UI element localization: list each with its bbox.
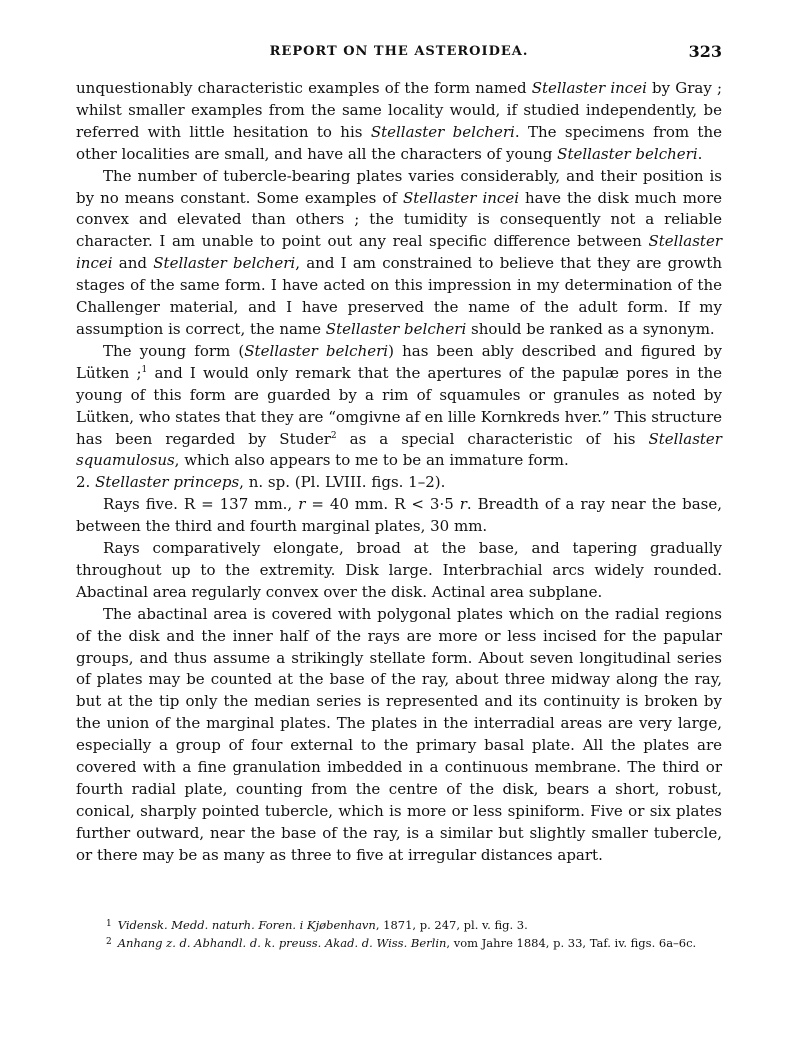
footnote-ref-1[interactable]: 1 <box>141 364 148 375</box>
paragraph-tubercle-plates: The number of tubercle-bearing plates varies considerably, and their position is by no means constant. Some examples of Stellaster incei have the disk much more convex and elevated than others ; the tumidity is consequently not a reliable character. I am unable to point out any real specific difference between Stellaster incei and Stellaster belcheri, and I am constrained to believe that they are growth stages of the same form. I have acted on this impression in my determination of the Challenger material, and I have preserved the name of the adult form. If my assumption is correct, the name Stellaster belcheri should be ranked as a synonym. <box>76 166 723 338</box>
paragraph-abactinal: The abactinal area is covered with polygonal plates which on the radial regions of the disk and the inner half of the rays are more or less incised for the papular groups, and thus assume a strikingly stellate form. About seven longitudinal series of plates may be counted at the base of the ray, about three midway along the ray, but at the tip only the median series is represented and its continuity is broken by the union of the marginal plates. The plates in the interradial areas are very large, especially a group of four external to the primary basal plate. All the plates are covered with a fine granulation imbedded in a continuous membrane. The third or fourth radial plate, counting from the centre of the disk, bears a short, robust, conical, sharply pointed tubercle, which is more or less spiniform. Five or six plates further outward, near the base of the ray, is a similar but slightly smaller tubercle, or there may be as many as three to five at irregular distances apart. <box>76 604 722 864</box>
paragraph-measurements: Rays five. R = 137 mm., r = 40 mm. R < 3·5 r. Breadth of a ray near the base, between the third and fourth marginal plates, 30 mm. <box>76 495 723 536</box>
page-number: 323 <box>688 42 722 61</box>
footnote-ref-2[interactable]: 2 <box>330 430 337 441</box>
running-title: REPORT ON THE ASTEROIDEA. <box>269 44 529 59</box>
species-heading: 2. Stellaster princeps, n. sp. (Pl. LVIII. figs. 1–2). <box>76 473 446 492</box>
paragraph-young-form: The young form (Stellaster belcheri) has been ably described and figured by Lütken ;$^1$ and I would only remark that the apertures of the papulæ pores in the young of this form are guarded by a rim of squamules or granules as noted by Lütken, who states that they are “omgivne af en lille Kornkreds hver.” This structure has been regarded by Studer$^2$ as a special characteristic of his Stellaster squamulosus, which also appears to me to be an immature form. <box>76 341 722 470</box>
paragraph-rays: Rays comparatively elongate, broad at the base, and tapering gradually throughout up to the extremity. Disk large. Interbrachial arcs widely rounded. Abactinal area regularly convex over the disk. Actinal area subplane. <box>76 539 722 601</box>
paragraph-continuation: unquestionably characteristic examples of the form named Stellaster incei by Gray ; whilst smaller examples from the same locality would, if studied independently, be referred with little hesitation to his Stellaster belcheri. The specimens from the other localities are small, and have all the characters of young Stellaster belcheri. <box>76 79 722 163</box>
footnote-2: $^2$ Anhang z. d. Abhandl. d. k. preuss. Akad. d. Wiss. Berlin, vom Jahre 1884, p. 33, Taf. iv. figs. 6a–6c. <box>106 936 697 950</box>
running-head <box>76 44 722 66</box>
footnote-1: $^1$ Vidensk. Medd. naturh. Foren. i Kjøbenhavn, 1871, p. 247, pl. v. fig. 3. <box>106 918 528 932</box>
footnotes <box>106 916 726 952</box>
body-text <box>76 78 722 867</box>
